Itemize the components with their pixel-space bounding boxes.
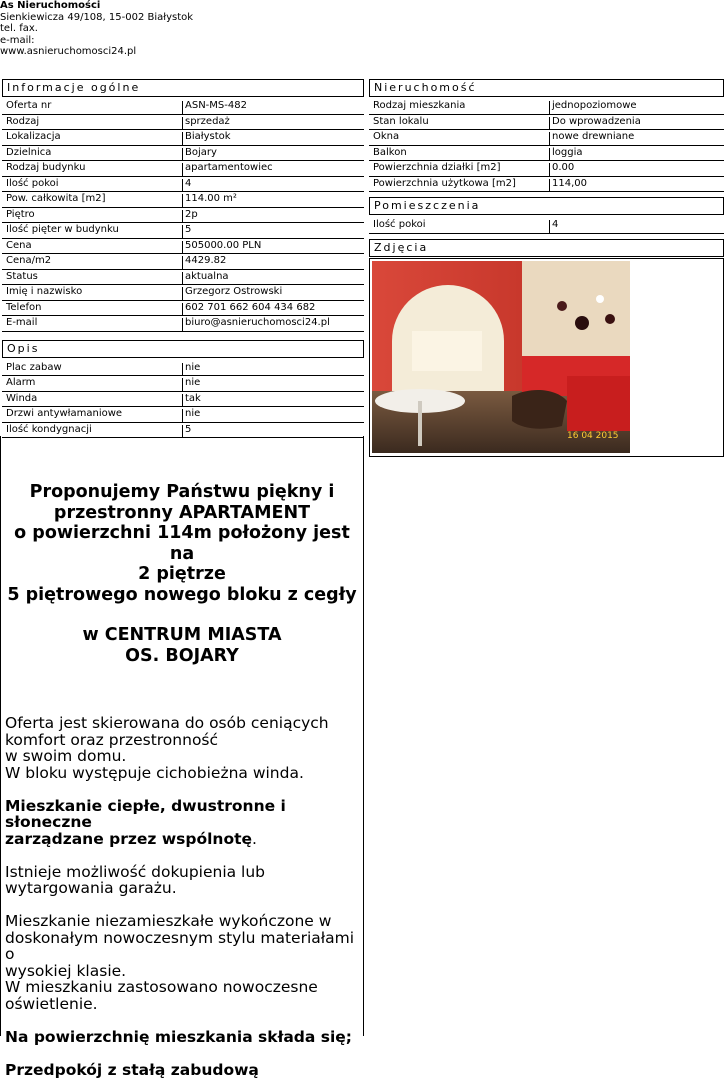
- property-section: [369, 79, 724, 257]
- row-value: 4: [552, 219, 559, 230]
- row-separator: [182, 148, 183, 162]
- row-value: 5: [185, 423, 192, 435]
- row-separator: [182, 132, 183, 146]
- row-value: 4: [185, 177, 192, 189]
- headline-line: przestronny APARTAMENT: [53, 502, 311, 523]
- table-row: [369, 99, 724, 115]
- table-row: [2, 316, 364, 332]
- row-value: nowe drewniane: [552, 131, 635, 142]
- row-separator: [549, 220, 550, 234]
- row-value: Białystok: [185, 131, 231, 142]
- row-label: Status: [6, 270, 38, 282]
- row-label: Lokalizacja: [6, 131, 61, 142]
- table-row: [2, 285, 364, 301]
- table-row: [369, 161, 724, 177]
- paragraph: Mieszkanie niezamieszkałe wykończone w doskonałym nowoczesnym stylu materiałami o wysokiej klasie. W mieszkaniu zastosowano nowoczesne oświetlenie.: [5, 912, 355, 1013]
- row-separator: [549, 101, 550, 115]
- row-label: Drzwi antywłamaniowe: [6, 408, 123, 419]
- row-value: nie: [185, 361, 201, 373]
- headline-line: OS. BOJARY: [125, 645, 239, 666]
- row-label: Piętro: [6, 208, 35, 220]
- description-headline: [1, 482, 363, 666]
- row-value: sprzedaż: [185, 115, 230, 127]
- row-separator: [182, 210, 183, 224]
- row-value: nie: [185, 408, 201, 419]
- table-row: [2, 223, 364, 239]
- row-label: Pow. całkowita [m2]: [6, 193, 106, 204]
- table-row: [2, 270, 364, 286]
- row-label: Balkon: [373, 146, 407, 158]
- row-label: Rodzaj: [6, 115, 40, 127]
- row-separator: [549, 179, 550, 193]
- row-label: Cena: [6, 239, 32, 251]
- row-value: 0.00: [552, 162, 575, 173]
- opis-table: [2, 361, 364, 439]
- row-separator: [182, 363, 183, 377]
- table-row: [2, 239, 364, 255]
- apartment-photo[interactable]: [372, 261, 630, 453]
- row-value: 4429.82: [185, 255, 227, 266]
- row-separator: [182, 409, 183, 423]
- table-row: [2, 192, 364, 208]
- paragraph: Istnieje możliwość dokupienia lub wytargowania garażu.: [5, 862, 266, 897]
- row-separator: [182, 256, 183, 270]
- row-label: Rodzaj budynku: [6, 162, 86, 173]
- row-separator: [182, 117, 183, 131]
- agency-website[interactable]: www.asnieruchomosci24.pl: [0, 46, 137, 57]
- row-separator: [182, 225, 183, 239]
- table-row: [2, 208, 364, 224]
- rooms-title: Pomieszczenia: [369, 197, 724, 215]
- row-separator: [549, 132, 550, 146]
- general-info-section: [2, 79, 364, 438]
- row-value: nie: [185, 377, 201, 388]
- row-separator: [182, 287, 183, 301]
- table-row: [2, 301, 364, 317]
- general-info-title: Informacje ogólne: [2, 79, 364, 97]
- opis-title: Opis: [2, 340, 364, 358]
- table-row: [2, 115, 364, 131]
- row-separator: [182, 194, 183, 208]
- row-label: Cena/m2: [6, 255, 52, 266]
- paragraph: Mieszkanie ciepłe, dwustronne i słoneczne zarządzane przez wspólnotę.: [5, 796, 286, 848]
- paragraph: Przedpokój z stałą zabudową: [5, 1060, 259, 1079]
- table-row: [2, 146, 364, 162]
- row-value: 114.00 m²: [185, 193, 237, 204]
- row-label: Ilość pięter w budynku: [6, 224, 119, 235]
- table-row: [2, 376, 364, 392]
- photo-date-stamp: 16 04 2015: [567, 431, 619, 441]
- row-label: Imię i nazwisko: [6, 286, 83, 297]
- row-label: Telefon: [6, 301, 42, 313]
- photo-frame: [369, 258, 724, 457]
- row-separator: [549, 117, 550, 131]
- agency-address: Sienkiewicza 49/108, 15-002 Białystok: [0, 11, 194, 23]
- table-row: [2, 392, 364, 408]
- table-row: [369, 146, 724, 162]
- row-label: Dzielnica: [6, 146, 52, 158]
- agency-name: As Nieruchomości: [0, 0, 101, 11]
- description-body: [1, 715, 363, 1078]
- row-label: Ilość pokoi: [373, 219, 426, 230]
- row-value: Bojary: [185, 146, 217, 158]
- headline-line: 2 piętrze: [138, 564, 226, 584]
- row-label: Rodzaj mieszkania: [373, 100, 466, 111]
- row-separator: [182, 272, 183, 286]
- table-row: [2, 130, 364, 146]
- description: [0, 436, 364, 1079]
- property-title: Nieruchomość: [369, 79, 724, 97]
- photos-title: Zdjęcia: [369, 239, 724, 257]
- table-row: [2, 407, 364, 423]
- row-label: Winda: [6, 392, 38, 404]
- row-label: Powierzchnia działki [m2]: [373, 162, 501, 173]
- row-label: E-mail: [6, 317, 38, 328]
- table-row: [2, 361, 364, 377]
- row-separator: [182, 163, 183, 177]
- table-row: [369, 218, 724, 234]
- row-label: Powierzchnia użytkowa [m2]: [373, 177, 516, 189]
- agency-header: [0, 0, 193, 58]
- row-separator: [182, 318, 183, 332]
- row-value: Do wprowadzenia: [552, 115, 641, 127]
- row-label: Plac zabaw: [6, 361, 62, 373]
- row-value: 2p: [185, 208, 198, 220]
- headline-line: 5 piętrowego nowego bloku z cegły: [7, 584, 357, 605]
- row-separator: [182, 303, 183, 317]
- agency-fax: tel. fax.: [0, 23, 38, 34]
- headline-line: Proponujemy Państwu piękny i: [29, 482, 335, 502]
- row-value: 602 701 662 604 434 682: [185, 301, 316, 313]
- row-separator: [182, 241, 183, 255]
- paragraph: Na powierzchnię mieszkania składa się;: [5, 1027, 353, 1046]
- table-row: [369, 130, 724, 146]
- row-value: ASN-MS-482: [185, 100, 247, 111]
- table-row: [369, 177, 724, 193]
- row-label: Okna: [373, 131, 400, 142]
- row-label: Stan lokalu: [373, 115, 429, 127]
- paragraph: Oferta jest skierowana do osób ceniących komfort oraz przestronność w swoim domu. W bloku występuje cichobieżna winda.: [5, 714, 329, 782]
- rooms-table: [369, 218, 724, 234]
- row-label: Alarm: [6, 377, 36, 388]
- row-separator: [549, 148, 550, 162]
- row-value: biuro@asnieruchomosci24.pl: [185, 317, 330, 328]
- row-value: 114,00: [552, 177, 587, 189]
- row-separator: [182, 101, 183, 115]
- row-label: Oferta nr: [6, 100, 52, 111]
- general-info-table: [2, 99, 364, 332]
- row-value: aktualna: [185, 270, 229, 282]
- row-value: jednopoziomowe: [552, 100, 637, 111]
- row-separator: [549, 163, 550, 177]
- table-row: [369, 115, 724, 131]
- table-row: [2, 254, 364, 270]
- table-row: [2, 177, 364, 193]
- row-value: 5: [185, 224, 192, 235]
- headline-line: w CENTRUM MIASTA: [82, 625, 282, 645]
- table-row: [2, 99, 364, 115]
- row-value: loggia: [552, 146, 583, 158]
- agency-email: e-mail:: [0, 34, 35, 46]
- property-table: [369, 99, 724, 192]
- row-separator: [182, 179, 183, 193]
- row-label: Ilość kondygnacji: [6, 423, 92, 435]
- row-separator: [182, 394, 183, 408]
- table-row: [2, 161, 364, 177]
- row-value: 505000.00 PLN: [185, 239, 262, 251]
- row-label: Ilość pokoi: [6, 177, 59, 189]
- row-value: Grzegorz Ostrowski: [185, 286, 283, 297]
- row-value: apartamentowiec: [185, 162, 273, 173]
- headline-line: o powierzchni 114m położony jest na: [14, 523, 350, 564]
- row-separator: [182, 378, 183, 392]
- row-value: tak: [185, 392, 201, 404]
